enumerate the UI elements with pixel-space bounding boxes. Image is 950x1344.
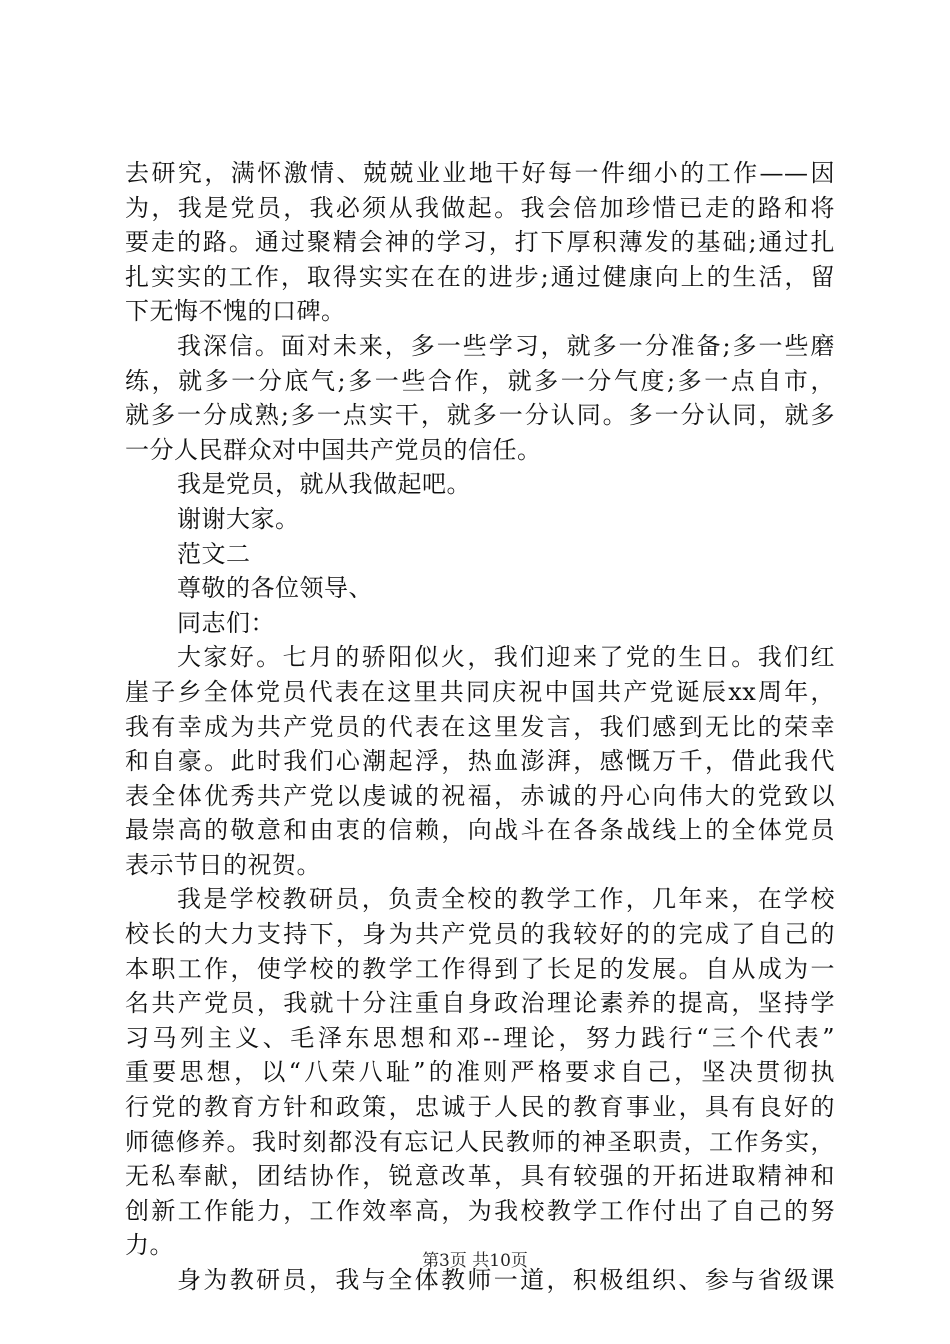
- text-line: 要走的路。通过聚精会神的学习，打下厚积薄发的基础;通过扎: [125, 228, 835, 257]
- text-line: 为，我是党员，我必须从我做起。我会倍加珍惜已走的路和将: [125, 193, 835, 222]
- text-line: 练，就多一分底气;多一些合作，就多一分气度;多一点自市，: [125, 366, 835, 395]
- text-line: 去研究，满怀激情、兢兢业业地干好每一件细小的工作——因: [125, 159, 835, 187]
- text-line: 谢谢大家。: [177, 504, 300, 533]
- text-line: 无私奉献，团结协作，锐意改革，具有较强的开拓进取精神和: [125, 1162, 835, 1191]
- text-line: 重要思想，以“八荣八耻”的准则严格要求自己，坚决贯彻执: [125, 1058, 835, 1087]
- text-line: 行党的教育方针和政策，忠诚于人民的教育事业，具有良好的: [125, 1093, 835, 1122]
- text-line: 和自豪。此时我们心潮起浮，热血澎湃，感慨万千，借此我代: [125, 747, 835, 776]
- text-line: 表全体优秀共产党以虔诚的祝福，赤诚的丹心向伟大的党致以: [125, 781, 835, 810]
- text-line: 我是学校教研员，负责全校的教学工作，几年来，在学校: [177, 885, 835, 914]
- text-line: 崖子乡全体党员代表在这里共同庆祝中国共产党诞辰xx周年，: [125, 677, 835, 706]
- text-line: 我深信。面对未来，多一些学习，就多一分准备;多一些磨: [177, 331, 835, 360]
- text-line: 创新工作能力，工作效率高，为我校教学工作付出了自己的努: [125, 1196, 835, 1225]
- text-line: 习马列主义、毛泽东思想和邓--理论，努力践行“三个代表”: [125, 1023, 835, 1052]
- text-line: 师德修养。我时刻都没有忘记人民教师的神圣职责，工作务实，: [125, 1127, 835, 1156]
- text-line: 我是党员，就从我做起吧。: [177, 470, 471, 499]
- text-line: 下无悔不愧的口碑。: [125, 297, 346, 326]
- text-line: 一分人民群众对中国共产党员的信任。: [125, 435, 542, 464]
- text-line: 尊敬的各位领导、: [177, 574, 373, 603]
- text-line: 范文二: [177, 539, 251, 568]
- text-line: 表示节日的祝贺。: [125, 850, 321, 879]
- text-line: 最崇高的敬意和由衷的信赖，向战斗在各条战线上的全体党员: [125, 816, 835, 845]
- page-number-label: 第3页 共10页: [422, 1251, 528, 1271]
- text-line: 校长的大力支持下，身为共产党员的我较好的的完成了自己的: [125, 920, 835, 949]
- text-line: 我有幸成为共产党员的代表在这里发言，我们感到无比的荣幸: [125, 712, 835, 741]
- text-line: 名共产党员，我就十分注重自身政治理论素养的提高，坚持学: [125, 989, 835, 1018]
- text-line: 就多一分成熟;多一点实干，就多一分认同。多一分认同，就多: [125, 401, 835, 430]
- text-line: 同志们：: [177, 608, 275, 637]
- text-line: 本职工作，使学校的教学工作得到了长足的发展。自从成为一: [125, 954, 835, 983]
- document-body: [125, 156, 835, 1298]
- text-line: 身为教研员，我与全体教师一道，积极组织、参与省级课: [177, 1266, 835, 1294]
- text-line: 大家好。七月的骄阳似火，我们迎来了党的生日。我们红: [177, 643, 835, 672]
- page-footer: [0, 1246, 950, 1271]
- text-line: 扎实实的工作，取得实实在在的进步;通过健康向上的生活，留: [125, 262, 835, 291]
- text-line: 力。: [125, 1231, 174, 1260]
